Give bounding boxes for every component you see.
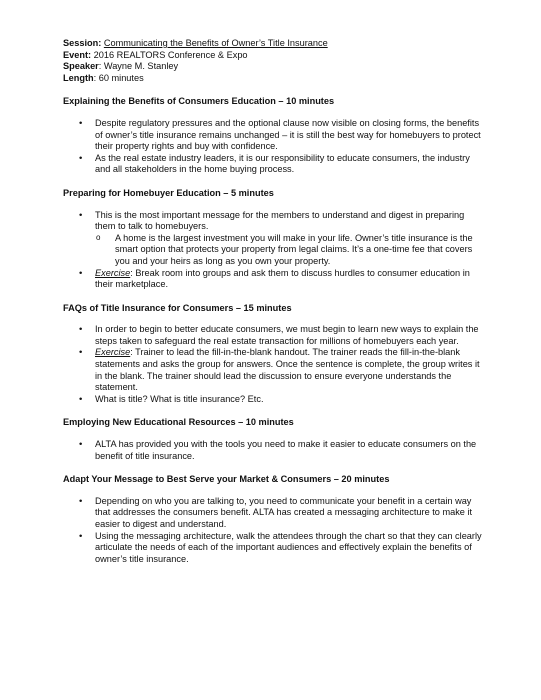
section-preparing-education [63,188,483,291]
section-adapt-message [63,474,483,565]
section-title: Preparing for Homebuyer Education – 5 minutes [63,187,274,198]
list-item-text: : Break room into groups and ask them to discuss hurdles to consumer education in their marketplace. [95,267,470,290]
exercise-label: Exercise [95,347,131,358]
list-item: • As the real estate industry leaders, it is our responsibility to educate consumers, the industry and all stakeholders in the home buying process. [63,153,483,176]
section-faqs [63,303,483,406]
bullet-list [63,324,483,405]
list-item: • What is title? What is title insurance? Etc. [63,394,483,406]
length-value: : 60 minutes [93,72,144,83]
speaker-value: : Wayne M. Stanley [98,61,179,72]
event-label: Event: [63,49,92,60]
event-value: 2016 REALTORS Conference & Expo [93,49,248,60]
length-line [63,73,483,85]
list-item: • Using the messaging architecture, walk the attendees through the chart so that they can clearly articulate the needs of each of the important audiences and effectively explain the benefits of owner’s title insurance. [63,531,483,566]
section-title: Explaining the Benefits of Consumers Education – 10 minutes [63,96,335,107]
list-item [63,268,483,291]
speaker-label: Speaker [63,61,99,72]
list-item: • ALTA has provided you with the tools you need to make it easier to educate consumers on the benefit of title insurance. [63,439,483,462]
section-title: FAQs of Title Insurance for Consumers – 15 minutes [63,302,292,313]
bullet-list [63,210,483,291]
bullet-list [63,118,483,176]
session-value: Communicating the Benefits of Owner’s Title Insurance [103,38,328,48]
length-label: Length [63,72,94,83]
list-item: • Depending on who you are talking to, you need to communicate your benefit in a certain way that addresses the consumers benefit. ALTA has created a messaging architecture to make it easier to digest and understand. [63,496,483,531]
sub-list-item: o A home is the largest investment you will make in your life. Owner’s title insurance is the smart option that protects your property from legal claims. It’s a one-time fee that covers you and your heirs as long as you own your property. [63,233,483,268]
bullet-list [63,439,483,462]
event-line [63,50,483,62]
document-header [63,38,483,84]
section-explaining-benefits [63,96,483,176]
speaker-line [63,61,483,73]
session-line [63,38,483,50]
bullet-list [63,496,483,566]
document-page [63,38,483,565]
list-item [63,347,483,393]
session-label: Session: [63,38,102,48]
list-item: • This is the most important message for the members to understand and digest in preparing them to talk to homebuyers. [63,210,483,233]
list-item: • In order to begin to better educate consumers, we must begin to learn new ways to explain the steps taken to safeguard the real estate transaction for millions of homebuyers each year. [63,324,483,347]
list-item: • Despite regulatory pressures and the optional clause now visible on closing forms, the benefits of owner’s title insurance remains unchanged – it is still the best way for homebuyers to protect their property rights and buy with confidence. [63,118,483,153]
list-item-text: : Trainer to lead the fill-in-the-blank handout. The trainer reads the fill-in-the-blank statements and asks the group for answers. Once the sentence is complete, the group writes it in the blank. The trainer should lead the discussion to ensure everyone understands the statement. [95,347,480,393]
section-title: Adapt Your Message to Best Serve your Market & Consumers – 20 minutes [63,474,390,485]
section-educational-resources [63,417,483,462]
section-title: Employing New Educational Resources – 10 minutes [63,417,294,428]
exercise-label: Exercise [95,267,131,278]
